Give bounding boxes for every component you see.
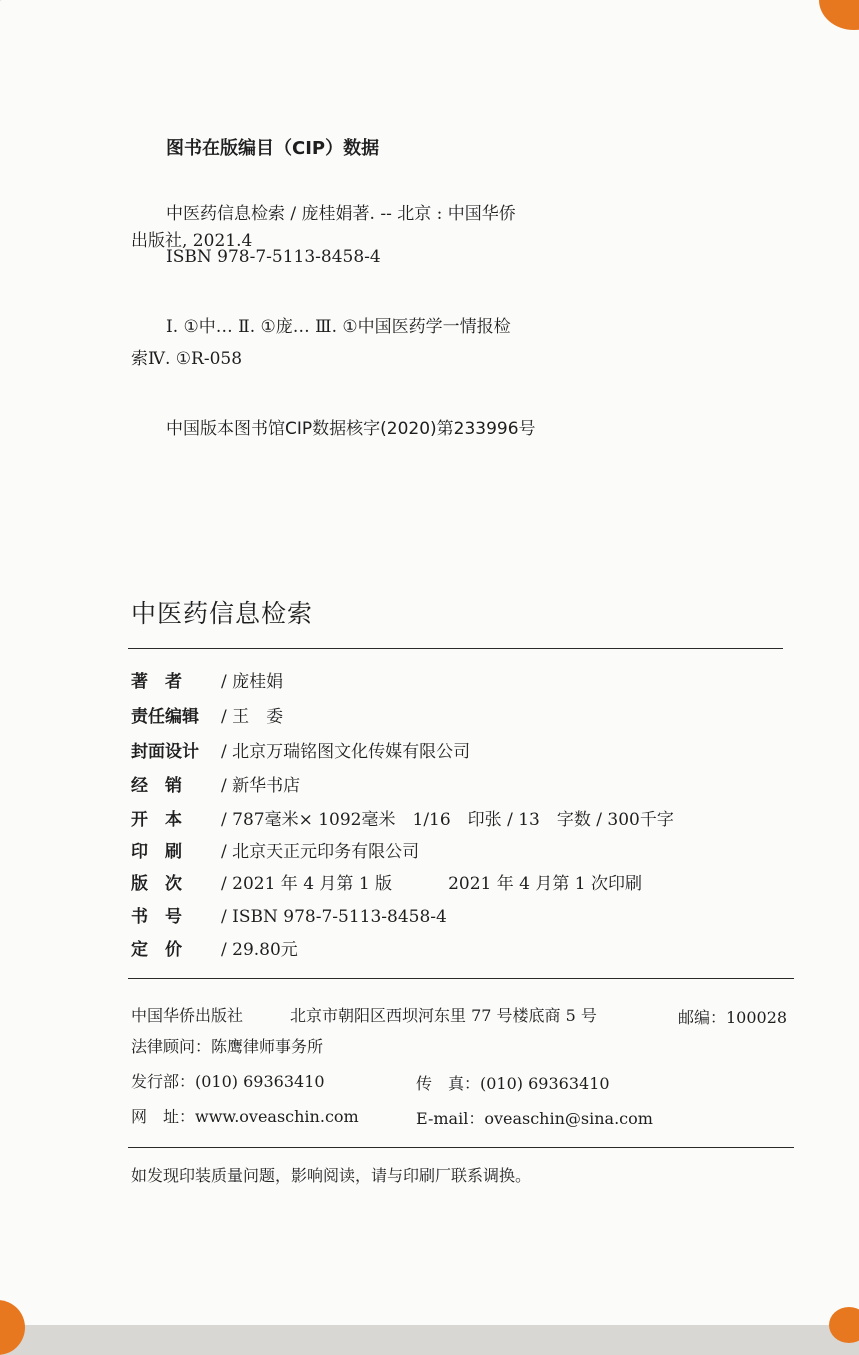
detail-label: 书 号 bbox=[131, 907, 182, 927]
fax-number: 传 真：(010) 69363410 bbox=[416, 1074, 610, 1093]
detail-value: 北京天正元印务有限公司 bbox=[232, 842, 420, 862]
cip-line-4: Ⅰ. ①中… Ⅱ. ①庞… Ⅲ. ①中国医药学一情报检 bbox=[166, 317, 511, 337]
detail-isbn: 书 号 / ISBN 978-7-5113-8458-4 bbox=[131, 902, 447, 927]
cip-heading: 图书在版编目（CIP）数据 bbox=[166, 138, 380, 159]
quality-notice: 如发现印装质量问题，影响阅读，请与印刷厂联系调换。 bbox=[131, 1166, 532, 1185]
detail-author: 著 者 / 庞桂娟 bbox=[131, 667, 283, 692]
detail-value-printing: 2021 年 4 月第 1 次印刷 bbox=[448, 874, 642, 894]
edge-accent bbox=[819, 0, 859, 30]
divider-bottom bbox=[128, 1147, 794, 1148]
cip-line-2: 出版社, 2021.4 bbox=[131, 231, 253, 251]
detail-label: 开 本 bbox=[131, 810, 182, 830]
sales-phone: 发行部：(010) 69363410 bbox=[131, 1072, 325, 1091]
detail-distribution: 经 销 / 新华书店 bbox=[131, 771, 300, 796]
detail-value: 787毫米× 1092毫米 1/16 印张 / 13 字数 / 300千字 bbox=[232, 810, 674, 830]
detail-label: 著 者 bbox=[131, 672, 182, 692]
detail-label: 印 刷 bbox=[131, 842, 182, 862]
detail-price: 定 价 / 29.80元 bbox=[131, 935, 298, 960]
detail-value: 王 委 bbox=[232, 707, 284, 727]
detail-label: 经 销 bbox=[131, 776, 182, 796]
publisher-name: 中国华侨出版社 bbox=[131, 1006, 244, 1025]
cip-line-3: ISBN 978-7-5113-8458-4 bbox=[166, 247, 381, 267]
detail-label: 封面设计 bbox=[131, 742, 199, 762]
divider-middle bbox=[128, 978, 794, 979]
publisher-postcode: 邮编：100028 bbox=[678, 1008, 788, 1027]
detail-label: 定 价 bbox=[131, 940, 182, 960]
detail-label: 责任编辑 bbox=[131, 707, 199, 727]
detail-value: 2021 年 4 月第 1 版 bbox=[232, 874, 393, 894]
edge-accent bbox=[829, 1307, 859, 1343]
cip-number: 中国版本图书馆CIP数据核字(2020)第233996号 bbox=[166, 419, 536, 439]
detail-value: 29.80元 bbox=[232, 940, 298, 960]
edge-accent bbox=[0, 1300, 25, 1355]
email: E-mail：oveaschin@sina.com bbox=[416, 1109, 653, 1128]
detail-value: 新华书店 bbox=[232, 776, 301, 796]
website: 网 址：www.oveaschin.com bbox=[131, 1107, 359, 1126]
book-title: 中医药信息检索 bbox=[131, 599, 314, 628]
detail-label: 版 次 bbox=[131, 874, 182, 894]
detail-editor: 责任编辑 / 王 委 bbox=[131, 702, 283, 727]
detail-edition: 版 次 / 2021 年 4 月第 1 版 2021 年 4 月第 1 次印刷 bbox=[131, 869, 642, 894]
legal-counsel: 法律顾问：陈鹰律师事务所 bbox=[131, 1037, 324, 1056]
cip-line-5: 索Ⅳ. ①R-058 bbox=[131, 349, 243, 369]
detail-value: 庞桂娟 bbox=[232, 672, 284, 692]
detail-cover: 封面设计 / 北京万瑞铭图文化传媒有限公司 bbox=[131, 737, 470, 762]
detail-printer: 印 刷 / 北京天正元印务有限公司 bbox=[131, 837, 419, 862]
detail-value: 北京万瑞铭图文化传媒有限公司 bbox=[232, 742, 471, 762]
cip-line-1: 中医药信息检索 / 庞桂娟著. -- 北京 : 中国华侨 bbox=[166, 204, 516, 224]
divider-top bbox=[128, 648, 783, 649]
detail-format: 开 本 / 787毫米× 1092毫米 1/16 印张 / 13 字数 / 300千字 bbox=[131, 805, 674, 830]
publisher-address: 北京市朝阳区西坝河东里 77 号楼底商 5 号 bbox=[290, 1006, 597, 1025]
detail-value: ISBN 978-7-5113-8458-4 bbox=[232, 907, 447, 927]
